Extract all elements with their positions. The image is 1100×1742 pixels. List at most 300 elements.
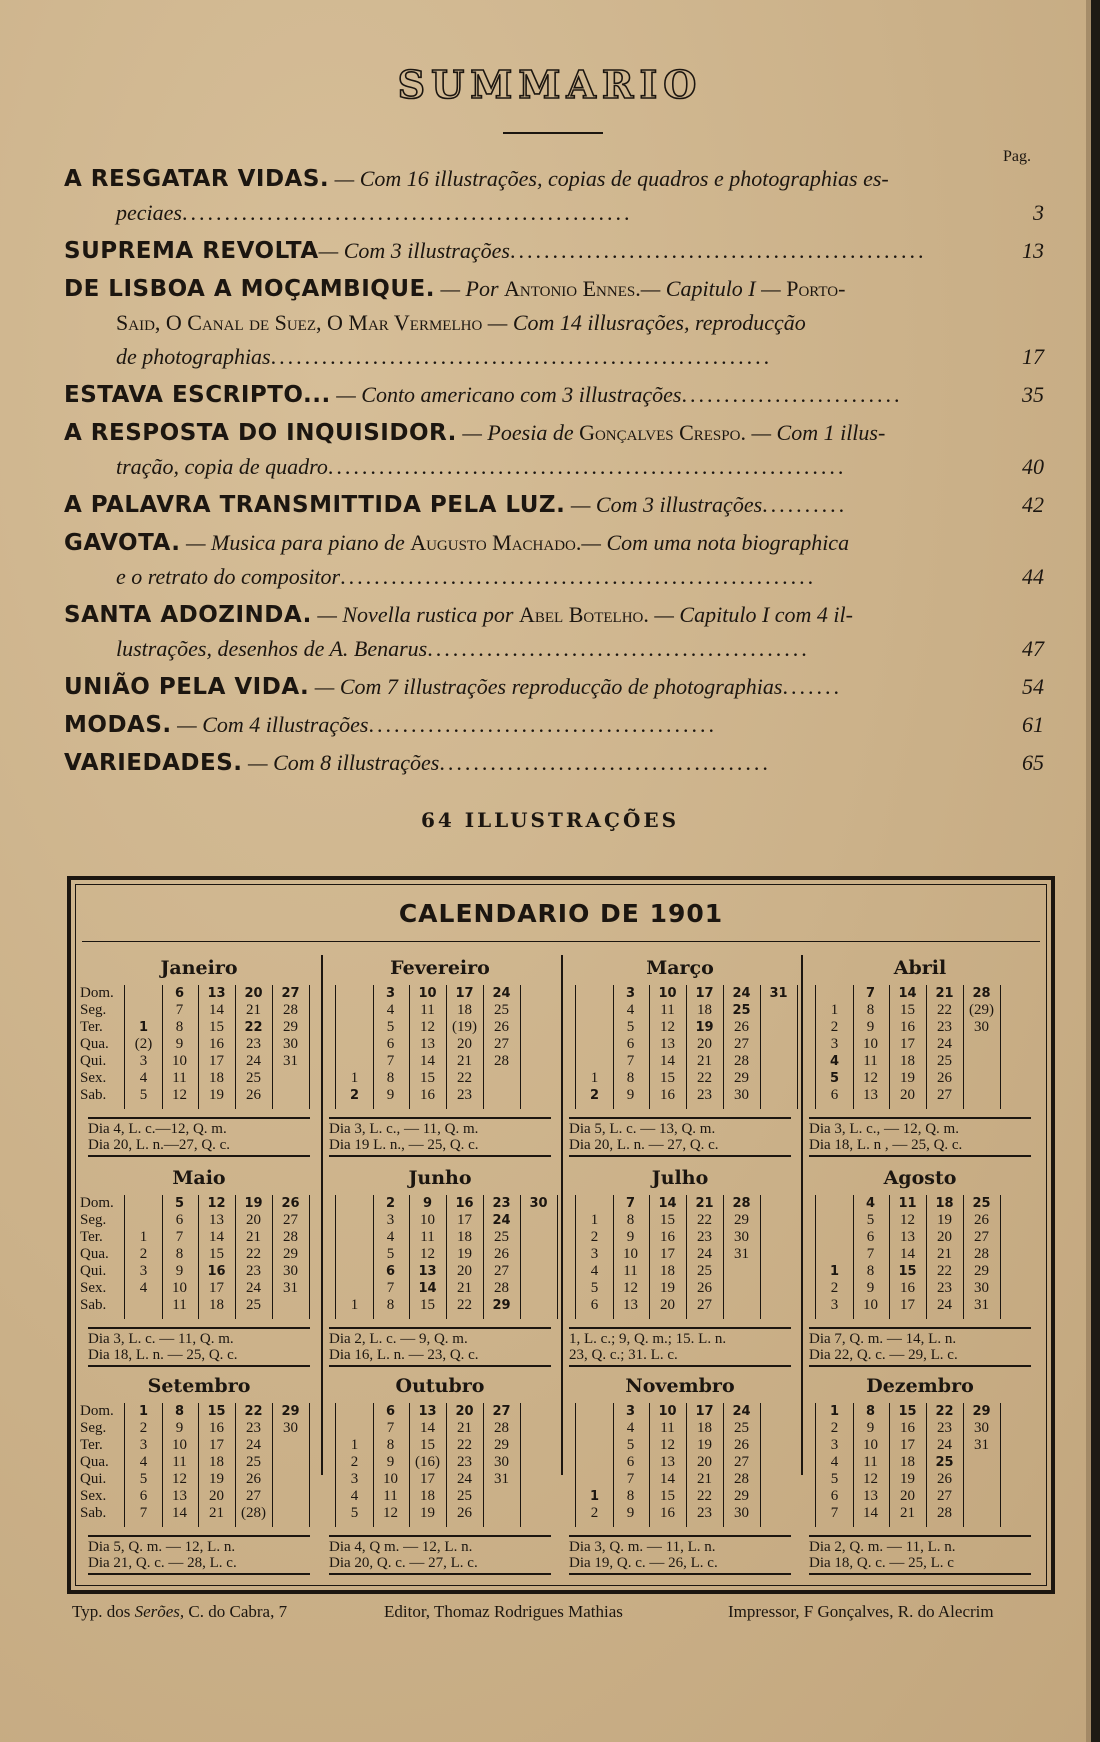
day-cell: 6 xyxy=(174,986,185,1001)
day-cell: 19 xyxy=(420,1505,435,1521)
week-column xyxy=(612,985,650,1109)
toc-entry[interactable] xyxy=(64,272,1044,374)
toc-entry-desc: — Capitulo I — xyxy=(640,276,781,301)
day-cell xyxy=(336,1420,373,1437)
day-cell xyxy=(483,1087,520,1104)
week-column xyxy=(161,1403,199,1527)
day-cell: 4 xyxy=(386,1002,395,1018)
day-cell: 16 xyxy=(209,1036,224,1052)
day-cell: 21 xyxy=(457,1420,472,1436)
week-column xyxy=(409,1403,447,1527)
day-cell: 3 xyxy=(139,1437,148,1453)
day-cell: 27 xyxy=(937,1488,952,1504)
day-cell: 7 xyxy=(175,1002,184,1018)
week-column xyxy=(815,1195,854,1319)
day-cell: 24 xyxy=(492,1213,511,1228)
day-cell: 14 xyxy=(898,986,917,1001)
day-cell: 5 xyxy=(626,1019,635,1035)
moon-phase-line: Dia 20, L. n. — 27, Q. c. xyxy=(569,1137,719,1153)
day-cell: 20 xyxy=(697,1454,712,1470)
day-cell xyxy=(125,985,162,1002)
day-cell: 18 xyxy=(209,1297,224,1313)
toc-entry-desc: — Com 3 illustrações xyxy=(318,238,510,263)
title-rule xyxy=(503,132,603,134)
day-cell: 3 xyxy=(386,1212,395,1228)
week-column xyxy=(889,985,927,1109)
day-cell xyxy=(760,1070,797,1087)
day-cell: 2 xyxy=(139,1246,148,1262)
moon-phase-line: Dia 18, L. n , — 25, Q. c. xyxy=(809,1137,963,1153)
day-cell: 29 xyxy=(734,1212,749,1228)
day-cell: 18 xyxy=(457,1002,472,1018)
leader-dots: ................................................. xyxy=(509,238,927,263)
day-cell: 8 xyxy=(175,1019,184,1035)
day-cell: 11 xyxy=(420,1229,435,1245)
day-cell: 10 xyxy=(863,1437,878,1453)
day-cell: 24 xyxy=(697,1246,712,1262)
day-cell: 9 xyxy=(626,1505,635,1521)
week-column xyxy=(723,1195,761,1319)
day-cell: 18 xyxy=(209,1454,224,1470)
day-cell: 30 xyxy=(974,1019,989,1035)
toc-entry-author: Gonçalves Crespo. xyxy=(579,420,746,445)
month-name: Maio xyxy=(172,1167,226,1189)
day-cell: 30 xyxy=(974,1420,989,1436)
day-cell: 28 xyxy=(937,1505,952,1521)
day-cell xyxy=(816,1246,853,1263)
day-cell: 23 xyxy=(937,1019,952,1035)
illustrations-total: 64 ILLUSTRAÇÕES xyxy=(420,808,680,832)
day-cell xyxy=(963,1454,1000,1471)
day-cell: 21 xyxy=(935,986,954,1001)
day-cell: 1 xyxy=(350,1297,359,1313)
day-cell: 9 xyxy=(422,1196,433,1211)
toc-entry-desc: peciaes xyxy=(116,200,182,225)
month-name: Julho xyxy=(651,1167,709,1189)
day-cell: 16 xyxy=(455,1196,474,1211)
week-column xyxy=(235,1403,273,1527)
weekday-label: Sex. xyxy=(80,1070,107,1086)
day-cell: 26 xyxy=(734,1437,749,1453)
toc-entry-title: ESTAVA ESCRIPTO... xyxy=(64,382,331,408)
day-cell: 7 xyxy=(386,1420,395,1436)
day-cell: 18 xyxy=(660,1263,675,1279)
day-cell: 5 xyxy=(174,1196,185,1211)
toc-entry[interactable] xyxy=(64,162,1044,230)
weekday-labels xyxy=(80,1403,120,1522)
day-cell: 5 xyxy=(626,1437,635,1453)
day-cell xyxy=(816,1195,853,1212)
month-name: Janeiro xyxy=(160,957,238,979)
day-cell: 8 xyxy=(175,1246,184,1262)
moon-phases-note xyxy=(569,1327,791,1367)
day-cell: 28 xyxy=(283,1229,298,1245)
day-cell: 14 xyxy=(418,1281,437,1296)
day-cell: 11 xyxy=(420,1002,435,1018)
weekday-label: Seg. xyxy=(80,1002,107,1018)
day-cell: (16) xyxy=(415,1454,440,1470)
day-cell: 12 xyxy=(420,1019,435,1035)
day-cell xyxy=(520,1263,557,1280)
day-cell xyxy=(576,1403,613,1420)
day-cell: 29 xyxy=(974,1263,989,1279)
day-cell: 13 xyxy=(660,1036,675,1052)
weekday-label: Seg. xyxy=(80,1420,107,1436)
toc-entry-page: 61 xyxy=(1022,712,1044,737)
week-column xyxy=(575,1195,614,1319)
day-cell: 2 xyxy=(139,1420,148,1436)
toc-entry[interactable] xyxy=(64,526,1044,594)
moon-phase-line: Dia 4, Q m. — 12, L. n. xyxy=(329,1539,473,1555)
day-cell: 4 xyxy=(830,1454,839,1470)
week-column xyxy=(686,985,724,1109)
month-abril xyxy=(801,957,1039,1163)
day-cell: 20 xyxy=(246,1212,261,1228)
page-column-label: Pag. xyxy=(1003,148,1031,165)
week-column xyxy=(815,985,854,1109)
day-cell: 5 xyxy=(829,1071,840,1086)
day-cell: 1 xyxy=(350,1070,359,1086)
day-cell: 20 xyxy=(660,1297,675,1313)
toc-entry[interactable] xyxy=(64,416,1044,484)
day-cell: 22 xyxy=(244,1404,263,1419)
calendar-frame xyxy=(67,876,1055,1594)
day-cell: 22 xyxy=(457,1297,472,1313)
day-cell xyxy=(963,1471,1000,1488)
day-cell: 19 xyxy=(695,1020,714,1035)
toc-entry-desc: — Conto americano com 3 illustrações xyxy=(336,382,682,407)
day-cell: 14 xyxy=(420,1420,435,1436)
day-cell: 18 xyxy=(900,1454,915,1470)
toc-entry[interactable] xyxy=(64,670,1044,704)
day-cell: 14 xyxy=(900,1246,915,1262)
footer-text: Typ. dos xyxy=(72,1602,135,1621)
day-cell: 16 xyxy=(900,1420,915,1436)
day-cell: 22 xyxy=(697,1212,712,1228)
day-cell: 30 xyxy=(283,1036,298,1052)
moon-phase-line: 23, Q. c.; 31. L. c. xyxy=(569,1347,678,1363)
month-name: Setembro xyxy=(147,1375,251,1397)
leader-dots: ......................................... xyxy=(368,712,717,737)
day-cell: 6 xyxy=(386,1036,395,1052)
day-cell: 1 xyxy=(590,1070,599,1086)
day-cell: 17 xyxy=(420,1471,435,1487)
day-cell: 12 xyxy=(660,1019,675,1035)
toc-entry[interactable] xyxy=(64,746,1044,780)
day-cell: 10 xyxy=(418,986,437,1001)
leader-dots: ........................................................... xyxy=(270,344,773,369)
day-cell: 14 xyxy=(420,1053,435,1069)
day-cell xyxy=(723,1297,760,1314)
day-cell: 13 xyxy=(172,1488,187,1504)
week-column xyxy=(483,985,521,1109)
week-column xyxy=(446,1403,484,1527)
day-cell: 26 xyxy=(974,1212,989,1228)
day-cell: 17 xyxy=(900,1036,915,1052)
week-column xyxy=(649,1195,687,1319)
week-column xyxy=(852,1195,890,1319)
day-cell: 20 xyxy=(937,1229,952,1245)
week-column xyxy=(760,985,798,1109)
day-cell xyxy=(723,1280,760,1297)
day-cell xyxy=(760,1087,797,1104)
week-column xyxy=(335,1403,374,1527)
day-cell: 10 xyxy=(420,1212,435,1228)
toc-entry-desc: — Com 3 illustrações xyxy=(570,492,763,517)
month-agosto xyxy=(801,1167,1039,1373)
week-column xyxy=(575,1403,614,1527)
day-cell: 17 xyxy=(209,1053,224,1069)
week-column xyxy=(723,1403,761,1527)
moon-phases-note xyxy=(329,1117,551,1157)
toc-entry-desc: — Poesia de xyxy=(462,420,574,445)
day-cell: 21 xyxy=(209,1505,224,1521)
day-cell: 6 xyxy=(830,1087,839,1103)
moon-phase-line: Dia 2, L. c. — 9, Q. m. xyxy=(329,1331,468,1347)
day-cell: 7 xyxy=(625,1196,636,1211)
weekday-label: Dom. xyxy=(80,985,114,1001)
day-cell: 19 xyxy=(900,1070,915,1086)
toc-entry-desc: — Capitulo I com 4 il- xyxy=(654,602,853,627)
day-cell: 12 xyxy=(863,1070,878,1086)
day-cell: 7 xyxy=(830,1505,839,1521)
day-cell xyxy=(576,1053,613,1070)
day-cell: 24 xyxy=(937,1036,952,1052)
day-cell: 26 xyxy=(246,1471,261,1487)
day-cell: 31 xyxy=(974,1297,989,1313)
day-cell xyxy=(125,1195,162,1212)
day-cell: (19) xyxy=(452,1019,477,1035)
week-column xyxy=(446,985,484,1109)
week-column xyxy=(272,1403,310,1527)
leader-dots: ....... xyxy=(782,674,842,699)
day-cell xyxy=(576,1437,613,1454)
weekday-label: Sex. xyxy=(80,1488,107,1504)
week-column xyxy=(235,985,273,1109)
day-cell: 19 xyxy=(209,1087,224,1103)
day-cell: 1 xyxy=(350,1437,359,1453)
toc-entry[interactable] xyxy=(64,708,1044,742)
day-cell: 8 xyxy=(626,1488,635,1504)
day-cell: 10 xyxy=(658,986,677,1001)
day-cell xyxy=(272,1437,309,1454)
day-cell: 28 xyxy=(972,986,991,1001)
day-cell: 22 xyxy=(697,1070,712,1086)
day-cell xyxy=(125,1002,162,1019)
day-cell: 8 xyxy=(866,1002,875,1018)
day-cell: 4 xyxy=(139,1280,148,1296)
toc-entry-title: A RESGATAR VIDAS. xyxy=(64,166,330,192)
day-cell: 28 xyxy=(494,1280,509,1296)
day-cell: 13 xyxy=(207,986,226,1001)
moon-phases-note xyxy=(329,1535,551,1575)
day-cell xyxy=(963,1070,1000,1087)
leader-dots: .......................... xyxy=(681,382,903,407)
day-cell: 3 xyxy=(350,1471,359,1487)
day-cell: 21 xyxy=(697,1053,712,1069)
day-cell: 28 xyxy=(494,1053,509,1069)
weekday-label: Qui. xyxy=(80,1053,107,1069)
week-column xyxy=(335,985,374,1109)
day-cell: 30 xyxy=(734,1505,749,1521)
day-cell xyxy=(336,1263,373,1280)
day-cell xyxy=(816,1229,853,1246)
day-cell: 27 xyxy=(283,1212,298,1228)
day-cell: 23 xyxy=(246,1263,261,1279)
day-cell: 27 xyxy=(494,1263,509,1279)
day-cell: 24 xyxy=(492,986,511,1001)
day-cell: 16 xyxy=(420,1087,435,1103)
day-cell: 21 xyxy=(900,1505,915,1521)
week-column xyxy=(372,1403,410,1527)
day-cell xyxy=(520,1297,557,1314)
day-cell: 24 xyxy=(246,1280,261,1296)
day-cell xyxy=(483,1488,520,1505)
moon-phase-line: Dia 22, Q. c. — 29, L. c. xyxy=(809,1347,958,1363)
day-cell: 16 xyxy=(209,1420,224,1436)
day-cell: 1 xyxy=(589,1489,600,1504)
weekday-label: Qua. xyxy=(80,1036,109,1052)
day-cell: 29 xyxy=(734,1488,749,1504)
day-cell: 25 xyxy=(494,1229,509,1245)
day-cell xyxy=(336,1036,373,1053)
day-cell: 29 xyxy=(734,1070,749,1086)
month-outubro xyxy=(321,1375,559,1581)
toc-entry-desc: — Musica para piano de xyxy=(185,530,405,555)
day-cell xyxy=(520,1246,557,1263)
weekday-label: Sab. xyxy=(80,1087,107,1103)
weekday-label: Qua. xyxy=(80,1246,109,1262)
week-column xyxy=(446,1195,484,1319)
day-cell: 7 xyxy=(626,1053,635,1069)
day-cell: 9 xyxy=(386,1454,395,1470)
leader-dots: ........................................................ xyxy=(340,564,817,589)
day-cell: 8 xyxy=(626,1070,635,1086)
day-cell: (28) xyxy=(241,1505,266,1521)
day-cell: 8 xyxy=(866,1263,875,1279)
day-cell: 23 xyxy=(697,1505,712,1521)
weekday-labels xyxy=(80,985,120,1104)
day-cell xyxy=(760,1053,797,1070)
day-cell: 21 xyxy=(246,1002,261,1018)
month-name: Março xyxy=(646,957,714,979)
toc-entry[interactable] xyxy=(64,234,1044,268)
toc-entry-page: 40 xyxy=(1022,454,1044,479)
day-cell: 1 xyxy=(590,1212,599,1228)
moon-phase-line: Dia 18, Q. c. — 25, L. c xyxy=(809,1555,954,1571)
day-cell: 14 xyxy=(172,1505,187,1521)
week-column xyxy=(124,1195,163,1319)
day-cell: 25 xyxy=(494,1002,509,1018)
toc-entry-subtitle: Porto- xyxy=(786,276,846,301)
day-cell: 15 xyxy=(209,1246,224,1262)
day-cell xyxy=(760,1002,797,1019)
day-cell: 4 xyxy=(865,1196,876,1211)
day-cell: 23 xyxy=(492,1196,511,1211)
day-cell xyxy=(483,1070,520,1087)
day-cell: 15 xyxy=(898,1404,917,1419)
day-cell: 10 xyxy=(863,1036,878,1052)
week-column xyxy=(372,985,410,1109)
day-cell xyxy=(336,1195,373,1212)
toc-entry-author: Augusto Machado. xyxy=(410,530,582,555)
day-cell: 1 xyxy=(138,1020,149,1035)
day-cell: 7 xyxy=(139,1505,148,1521)
day-cell: 11 xyxy=(383,1488,398,1504)
week-column xyxy=(926,985,964,1109)
day-cell: 16 xyxy=(900,1280,915,1296)
day-cell: 5 xyxy=(350,1505,359,1521)
day-cell: 2 xyxy=(590,1229,599,1245)
month-fevereiro xyxy=(321,957,559,1163)
day-cell: 23 xyxy=(246,1036,261,1052)
day-cell: 20 xyxy=(244,986,263,1001)
day-cell xyxy=(963,1036,1000,1053)
toc-entry[interactable] xyxy=(64,598,1044,666)
week-column xyxy=(889,1403,927,1527)
day-cell: 3 xyxy=(830,1036,839,1052)
day-cell: 15 xyxy=(420,1070,435,1086)
day-cell: 26 xyxy=(937,1471,952,1487)
day-cell: 20 xyxy=(900,1488,915,1504)
day-cell: 13 xyxy=(623,1297,638,1313)
day-cell: 3 xyxy=(625,1404,636,1419)
toc-entry[interactable] xyxy=(64,378,1044,412)
day-cell: 2 xyxy=(830,1420,839,1436)
day-cell: 18 xyxy=(900,1053,915,1069)
day-cell xyxy=(336,1280,373,1297)
day-cell: 19 xyxy=(660,1280,675,1296)
month-name: Agosto xyxy=(883,1167,957,1189)
day-cell: 12 xyxy=(420,1246,435,1262)
day-cell: 23 xyxy=(246,1420,261,1436)
week-column xyxy=(723,985,761,1109)
page-edge xyxy=(1091,0,1100,1742)
weekday-label: Qui. xyxy=(80,1471,107,1487)
day-cell: 27 xyxy=(281,986,300,1001)
day-cell xyxy=(336,1403,373,1420)
month-name: Outubro xyxy=(395,1375,485,1397)
day-cell: 26 xyxy=(281,1196,300,1211)
week-column xyxy=(198,1403,236,1527)
day-cell: 5 xyxy=(590,1280,599,1296)
moon-phase-line: Dia 20, L. n.—27, Q. c. xyxy=(88,1137,231,1153)
footer-printer: Impressor, F Gonçalves, R. do Alecrim xyxy=(728,1602,994,1621)
toc-entry[interactable] xyxy=(64,488,1044,522)
weekday-label: Ter. xyxy=(80,1229,103,1245)
day-cell: 5 xyxy=(139,1471,148,1487)
moon-phase-line: Dia 3, L. c., — 12, Q. m. xyxy=(809,1121,959,1137)
day-cell: 25 xyxy=(246,1454,261,1470)
moon-phases-note xyxy=(569,1535,791,1575)
week-column xyxy=(124,985,163,1109)
day-cell: 13 xyxy=(418,1264,437,1279)
day-cell: 8 xyxy=(174,1404,185,1419)
day-cell: 6 xyxy=(866,1229,875,1245)
day-cell: 2 xyxy=(589,1088,600,1103)
day-cell xyxy=(816,1212,853,1229)
day-cell: 10 xyxy=(172,1437,187,1453)
day-cell xyxy=(576,1002,613,1019)
day-cell: 25 xyxy=(935,1455,954,1470)
day-cell: 6 xyxy=(626,1454,635,1470)
day-cell: 11 xyxy=(172,1454,187,1470)
month-name: Junho xyxy=(408,1167,472,1189)
day-cell: 7 xyxy=(865,986,876,1001)
toc-entry-title: VARIEDADES. xyxy=(64,750,243,776)
day-cell xyxy=(336,1002,373,1019)
day-cell: 28 xyxy=(732,1196,751,1211)
